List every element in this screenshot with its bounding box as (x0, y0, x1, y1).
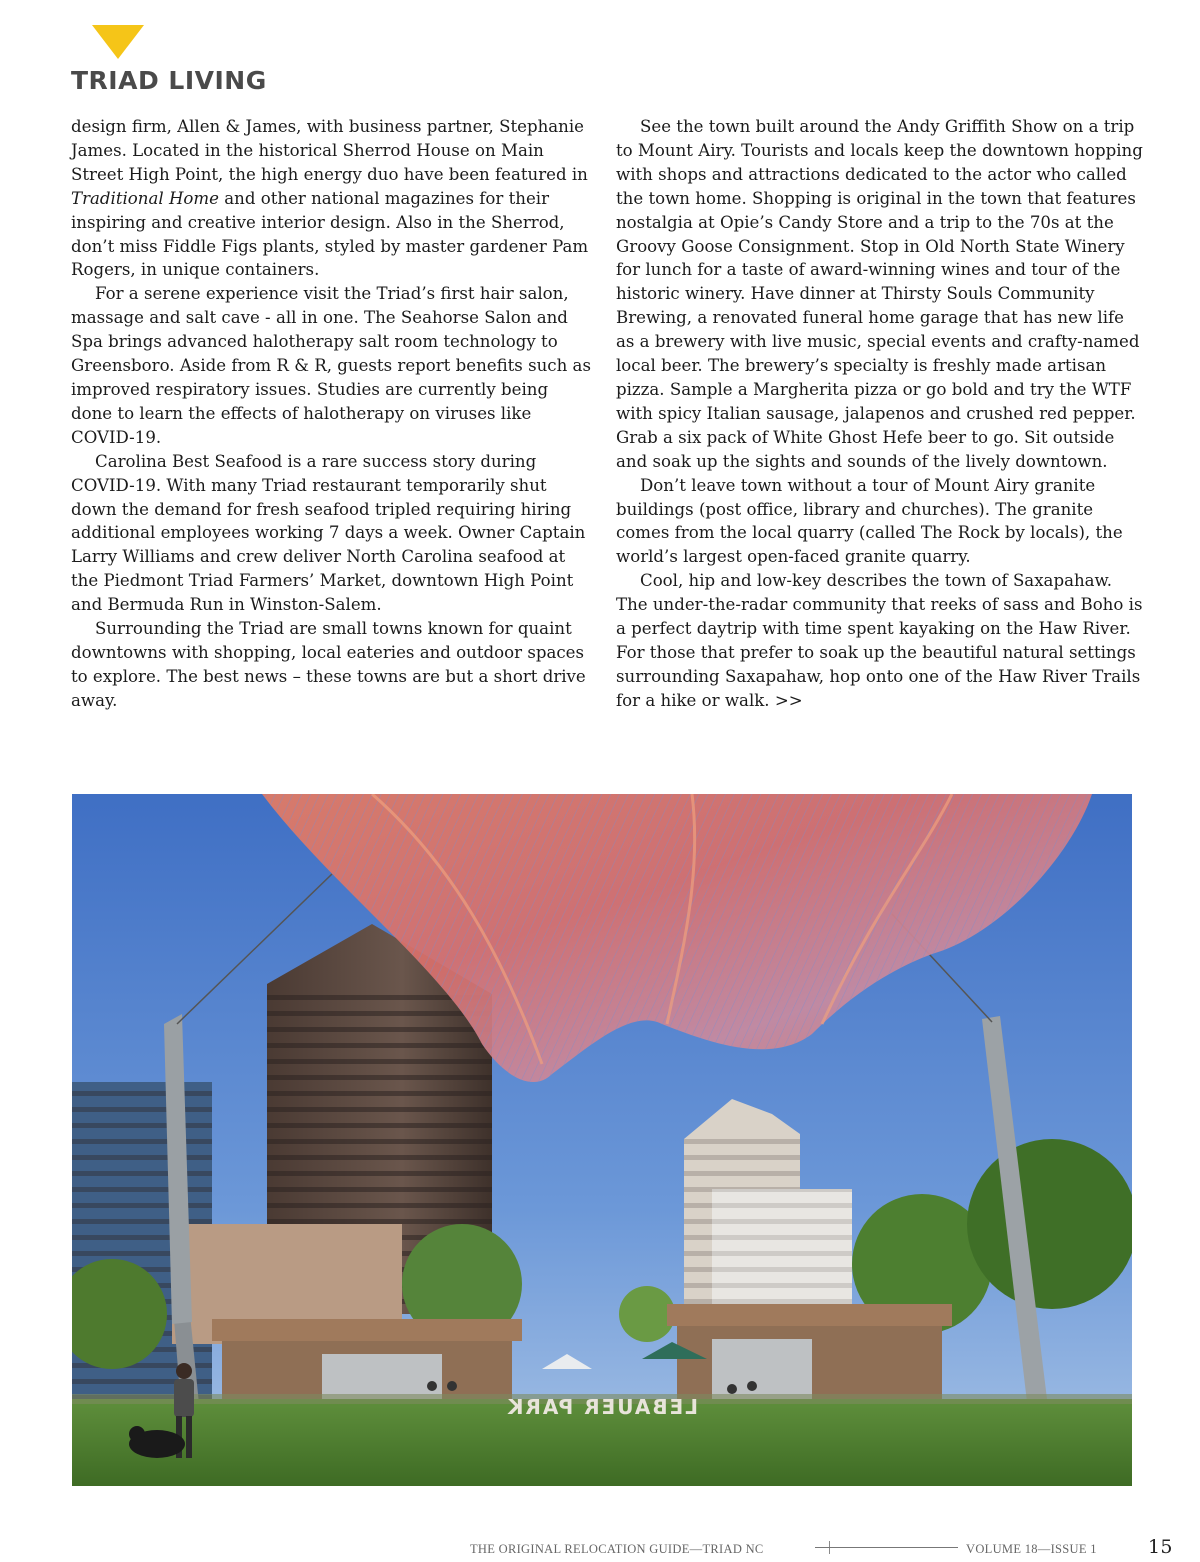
pavilion-roof (667, 1304, 952, 1326)
paragraph: Cool, hip and low-key describes the town of Saxapahaw. The under-the-radar community that reeks of sass and Boho is a perfect daytrip with time spent kayaking on the Haw River. For those that prefer to soak up the beautiful natural settings surrounding Saxapahaw, hop onto one of the Haw River Trails for a hike or walk. >> (616, 571, 1143, 710)
park-sign: LEBAUER PARK (506, 1395, 698, 1419)
section-title: TRIAD LIVING (71, 66, 267, 95)
paragraph: Don’t leave town without a tour of Mount Airy granite buildings (post office, library and churches). The granite comes from the local quarry (called The Rock by locals), the world’s largest open-faced granite quarry. (616, 475, 1123, 567)
park-photo (72, 794, 1132, 1486)
footer-separator: | (828, 1539, 832, 1555)
tree (619, 1286, 675, 1342)
article-column-right (616, 115, 1146, 713)
paragraph: See the town built around the Andy Griffith Show on a trip to Mount Airy. Tourists and locals keep the downtown hopping with shops and attractions dedicated to the actor who called the town home. Shopping is original in the town that features nostalgia at Opie’s Candy Store and a trip to the 70s at the Groovy Goose Consignment. Stop in Old North State Winery for lunch for a taste of award-winning wines and tour of the historic winery. Have dinner at Thirsty Souls Community Brewing, a renovated funeral home garage that has new life as a brewery with live music, special events and crafty-named local beer. The brewery’s specialty is freshly made artisan pizza. Sample a Margherita pizza or go bold and try the WTF with spicy Italian sausage, jalapenos and crushed red pepper. Grab a six pack of White Ghost Hefe beer to go. Sit outside and soak up the sights and sounds of the lively downtown. (616, 117, 1143, 471)
paragraph: Surrounding the Triad are small towns known for quaint downtowns with shopping, local eateries and outdoor spaces to explore. The best news – these towns are but a short drive away. (71, 619, 586, 710)
page-number: 15 (1148, 1536, 1173, 1558)
paragraph: design firm, Allen & James, with business partner, Stephanie James. Located in the historical Sherrod House on Main Street High Point, the high energy duo have been featured in Traditional Home and other national magazines for their inspiring and creative interior design. Also in the Sherrod, don’t miss Fiddle Figs plants, styled by master gardener Pam Rogers, in unique containers. (71, 117, 589, 280)
footer-rule (815, 1547, 958, 1548)
tree (967, 1139, 1132, 1309)
magazine-title: Traditional Home (71, 188, 219, 208)
publication-name: THE ORIGINAL RELOCATION GUIDE—TRIAD NC (470, 1542, 764, 1556)
person (176, 1363, 192, 1379)
paragraph: For a serene experience visit the Triad’s first hair salon, massage and salt cave - all in one. The Seahorse Salon and Spa brings advanced halotherapy salt room technology to Greensboro. Aside from R & R, guests report benefits such as improved respiratory issues. Studies are currently being done to learn the effects of halotherapy on viruses like COVID-19. (71, 284, 591, 447)
page-footer (0, 1538, 1200, 1562)
volume-issue: VOLUME 18—ISSUE 1 (966, 1542, 1097, 1556)
pavilion-roof (212, 1319, 522, 1341)
article-column-left (71, 115, 591, 713)
section-marker-triangle (92, 25, 144, 59)
paragraph: Carolina Best Seafood is a rare success story during COVID-19. With many Triad restaurant temporarily shut down the demand for fresh seafood tripled requiring hiring additional employees working 7 days a week. Owner Captain Larry Williams and crew deliver North Carolina seafood at the Piedmont Triad Farmers’ Market, downtown High Point and Bermuda Run in Winston-Salem. (71, 451, 586, 615)
